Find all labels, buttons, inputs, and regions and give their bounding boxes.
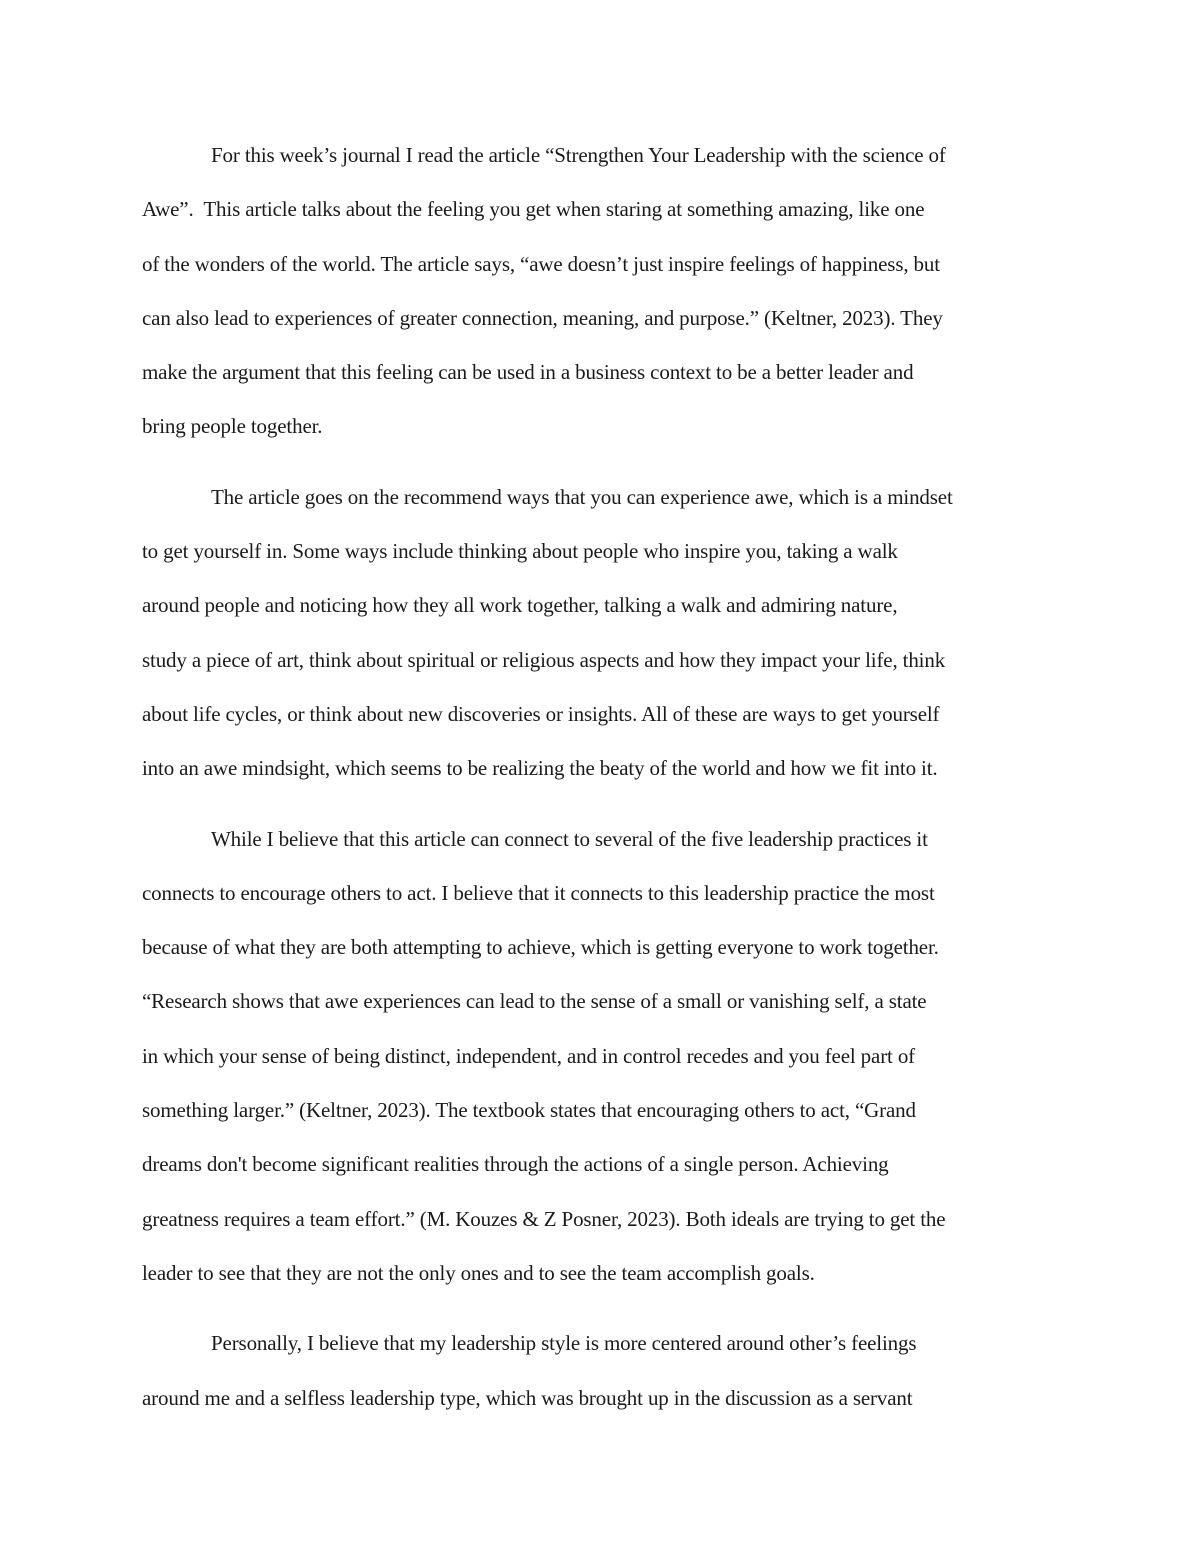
paragraph-spacing [142,796,1072,812]
paragraph-line: of the wonders of the world. The article says, “awe doesn’t just inspire feelings of happiness, but [142,251,940,276]
paragraph-line: While I believe that this article can connect to several of the five leadership practices it [211,826,928,851]
paragraph-spacing [142,1300,1072,1316]
paragraph-line: to get yourself in. Some ways include thinking about people who inspire you, taking a walk [142,539,898,564]
paragraph-line: “Research shows that awe experiences can lead to the sense of a small or vanishing self, a state [142,989,927,1014]
document-body [142,128,1072,1425]
paragraph-spacing [142,454,1072,470]
paragraph-line: in which your sense of being distinct, independent, and in control recedes and you feel part of [142,1043,916,1068]
paragraph-line: study a piece of art, think about spiritual or religious aspects and how they impact your life, think [142,647,946,672]
paragraph-line: make the argument that this feeling can be used in a business context to be a better leader and [142,360,914,385]
paragraph-line: something larger.” (Keltner, 2023). The textbook states that encouraging others to act, “Grand [142,1098,916,1123]
paragraph-line: around people and noticing how they all work together, talking a walk and admiring nature, [142,593,898,618]
paragraph-line: greatness requires a team effort.” (M. Kouzes & Z Posner, 2023). Both ideals are trying to get the [142,1206,946,1231]
paragraph-line: The article goes on the recommend ways that you can experience awe, which is a mindset [211,484,953,509]
paragraph-1 [142,128,1072,454]
paragraph-line: connects to encourage others to act. I believe that it connects to this leadership practice the most [142,880,935,905]
paragraph-4 [142,1316,1072,1425]
paragraph-line: around me and a selfless leadership type, which was brought up in the discussion as a servant [142,1385,913,1410]
paragraph-line: Awe”. This article talks about the feeling you get when staring at something amazing, like one [142,197,925,222]
paragraph-line: bring people together. [142,414,323,439]
paragraph-2 [142,470,1072,796]
paragraph-line: into an awe mindsight, which seems to be realizing the beaty of the world and how we fit into it. [142,756,938,781]
paragraph-line: because of what they are both attempting to achieve, which is getting everyone to work together. [142,935,939,960]
paragraph-line: For this week’s journal I read the article “Strengthen Your Leadership with the science of [211,143,946,167]
paragraph-3 [142,812,1072,1301]
paragraph-line: Personally, I believe that my leadership style is more centered around other’s feelings [211,1331,917,1356]
paragraph-line: about life cycles, or think about new discoveries or insights. All of these are ways to get yourself [142,701,940,726]
paragraph-line: can also lead to experiences of greater connection, meaning, and purpose.” (Keltner, 2023). They [142,305,943,330]
paragraph-line: leader to see that they are not the only ones and to see the team accomplish goals. [142,1260,815,1285]
paragraph-line: dreams don't become significant realities through the actions of a single person. Achieving [142,1152,889,1177]
